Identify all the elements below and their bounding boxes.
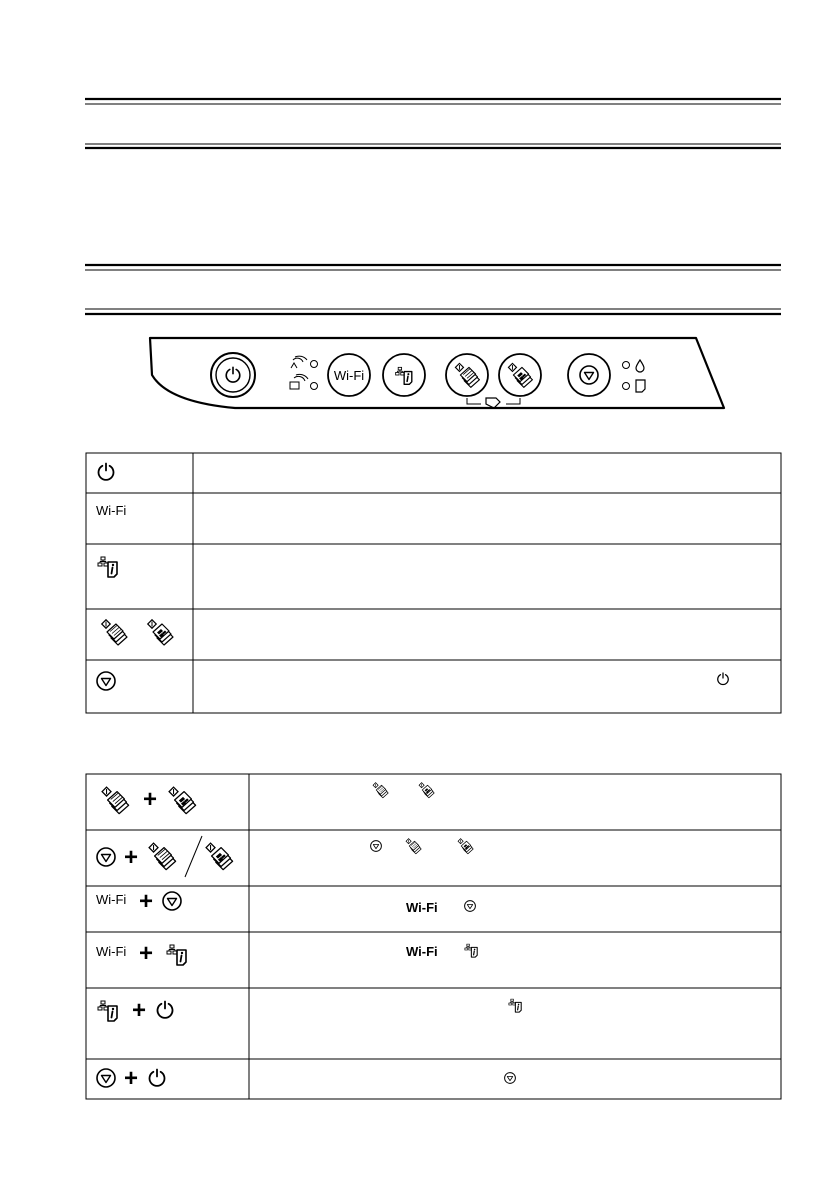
plus-sign: + xyxy=(138,940,154,967)
bw-copy-icon xyxy=(102,620,127,645)
wifi-label: Wi-Fi xyxy=(96,944,127,959)
table-row xyxy=(96,888,475,915)
power-icon xyxy=(718,673,729,684)
color-copy-icon xyxy=(206,843,233,870)
control-panel-illustration xyxy=(150,338,724,408)
table-row xyxy=(97,1065,515,1092)
table-row xyxy=(97,836,473,877)
wifi-label: Wi-Fi xyxy=(96,503,127,518)
color-copy-icon xyxy=(419,783,434,798)
svg-text:Wi-Fi: Wi-Fi xyxy=(333,368,365,383)
plus-sign: + xyxy=(123,1065,139,1092)
wifi-label: Wi-Fi xyxy=(406,900,438,915)
color-copy-icon xyxy=(169,787,196,814)
bw-copy-icon xyxy=(406,839,421,854)
table-row xyxy=(102,783,434,814)
plus-sign: + xyxy=(131,997,147,1024)
stop-icon xyxy=(505,1073,516,1084)
table-row xyxy=(97,672,728,690)
network-status-button[interactable] xyxy=(383,354,425,396)
slash xyxy=(185,836,202,877)
bw-copy-button[interactable] xyxy=(446,354,488,396)
color-copy-icon xyxy=(148,620,173,645)
table-row xyxy=(96,940,477,967)
table-row xyxy=(96,503,126,518)
power-button[interactable] xyxy=(211,353,255,397)
wifi-button[interactable] xyxy=(328,354,370,396)
combinations-table xyxy=(86,774,781,1099)
heading-rule-4 xyxy=(85,309,781,314)
stop-icon xyxy=(97,1069,115,1087)
plus-sign: + xyxy=(123,844,139,871)
wifi-label: Wi-Fi xyxy=(96,892,127,907)
power-icon xyxy=(158,1002,173,1018)
bw-copy-icon xyxy=(149,843,176,870)
buttons-table xyxy=(86,453,781,713)
bw-copy-icon xyxy=(102,787,129,814)
power-icon xyxy=(150,1070,165,1086)
stop-icon xyxy=(371,841,382,852)
plus-sign: + xyxy=(138,888,154,915)
table-row xyxy=(98,557,117,577)
heading-rule-2 xyxy=(85,144,781,148)
stop-icon xyxy=(97,672,115,690)
plus-sign: + xyxy=(142,786,158,813)
color-copy-icon xyxy=(458,839,473,854)
heading-rule-1 xyxy=(85,99,781,104)
network-info-icon xyxy=(98,1001,117,1021)
network-info-icon xyxy=(509,999,521,1012)
network-info-icon xyxy=(98,557,117,577)
bw-copy-icon xyxy=(373,783,388,798)
network-info-icon xyxy=(167,945,186,965)
stop-icon xyxy=(465,901,476,912)
table-row xyxy=(102,620,173,645)
network-info-icon xyxy=(465,944,477,957)
stop-button[interactable] xyxy=(568,354,610,396)
stop-icon xyxy=(97,848,115,866)
wifi-label: Wi-Fi xyxy=(406,944,438,959)
stop-icon xyxy=(163,892,181,910)
table-row xyxy=(99,464,114,480)
color-copy-button[interactable] xyxy=(499,354,541,396)
table-row xyxy=(98,997,521,1024)
power-icon xyxy=(99,464,114,480)
heading-rule-3 xyxy=(85,265,781,270)
